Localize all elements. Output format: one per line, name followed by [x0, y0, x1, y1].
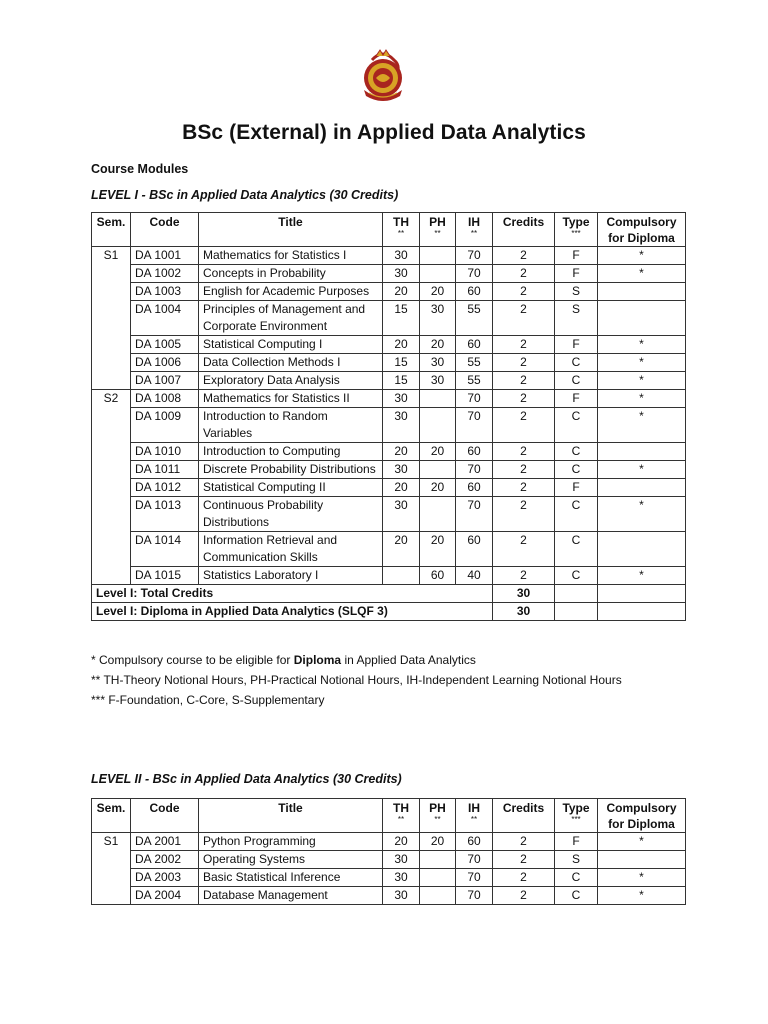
- module-code: DA 1012: [131, 479, 199, 497]
- th-hours: 30: [383, 887, 420, 905]
- module-type: F: [555, 247, 598, 265]
- th-hours: 20: [383, 283, 420, 301]
- ph-hours: [420, 497, 456, 532]
- module-code: DA 2004: [131, 887, 199, 905]
- col-header-compulsory: Compulsory for Diploma: [598, 213, 686, 247]
- diploma-credits-label: Level I: Diploma in Applied Data Analytics (SLQF 3): [92, 603, 493, 621]
- module-credits: 2: [493, 869, 555, 887]
- module-title: Statistical Computing I: [199, 336, 383, 354]
- module-code: DA 1010: [131, 443, 199, 461]
- table-row: [92, 443, 686, 461]
- module-type: C: [555, 532, 598, 567]
- compulsory-mark: *: [598, 497, 686, 532]
- col-header-code: Code: [131, 213, 199, 247]
- col-header-code: Code: [131, 799, 199, 833]
- th-hours: 20: [383, 479, 420, 497]
- module-credits: 2: [493, 301, 555, 336]
- module-credits: 2: [493, 408, 555, 443]
- module-type: F: [555, 479, 598, 497]
- module-title: Introduction to Random Variables: [199, 408, 383, 443]
- module-credits: 2: [493, 532, 555, 567]
- module-title: Database Management: [199, 887, 383, 905]
- compulsory-mark: *: [598, 833, 686, 851]
- ih-hours: 70: [456, 461, 493, 479]
- col-header-credits: Credits: [493, 213, 555, 247]
- compulsory-mark: *: [598, 354, 686, 372]
- compulsory-mark: [598, 851, 686, 869]
- university-crest-logo: [358, 46, 408, 106]
- compulsory-mark: *: [598, 247, 686, 265]
- module-credits: 2: [493, 479, 555, 497]
- th-hours: 15: [383, 301, 420, 336]
- col-header-compulsory: Compulsory for Diploma: [598, 799, 686, 833]
- module-title: Introduction to Computing: [199, 443, 383, 461]
- module-title: Basic Statistical Inference: [199, 869, 383, 887]
- ph-hours: 20: [420, 283, 456, 301]
- footnote-compulsory: * Compulsory course to be eligible for Diploma in Applied Data Analytics: [91, 653, 476, 667]
- ih-hours: 60: [456, 532, 493, 567]
- col-header-sem: Sem.: [92, 213, 131, 247]
- diploma-credits-value: 30: [493, 603, 555, 621]
- table-row: [92, 497, 686, 532]
- compulsory-mark: [598, 479, 686, 497]
- semester-label: S1: [92, 833, 131, 905]
- module-title: Continuous Probability Distributions: [199, 497, 383, 532]
- col-header-type: Type ***: [555, 213, 598, 247]
- th-hours: 20: [383, 833, 420, 851]
- module-code: DA 1002: [131, 265, 199, 283]
- table-row: [92, 372, 686, 390]
- ih-hours: 60: [456, 283, 493, 301]
- module-credits: 2: [493, 265, 555, 283]
- th-hours: 30: [383, 408, 420, 443]
- ih-hours: 55: [456, 354, 493, 372]
- table-row: [92, 247, 686, 265]
- ph-hours: 20: [420, 479, 456, 497]
- th-hours: 15: [383, 354, 420, 372]
- module-type: C: [555, 408, 598, 443]
- ih-hours: 60: [456, 479, 493, 497]
- th-hours: 15: [383, 372, 420, 390]
- module-type: C: [555, 372, 598, 390]
- module-code: DA 2003: [131, 869, 199, 887]
- module-code: DA 1011: [131, 461, 199, 479]
- module-title: Data Collection Methods I: [199, 354, 383, 372]
- module-title: Mathematics for Statistics I: [199, 247, 383, 265]
- compulsory-mark: *: [598, 567, 686, 585]
- module-title: Concepts in Probability: [199, 265, 383, 283]
- compulsory-mark: *: [598, 887, 686, 905]
- module-title: Discrete Probability Distributions: [199, 461, 383, 479]
- th-hours: 30: [383, 390, 420, 408]
- compulsory-mark: [598, 532, 686, 567]
- table-row: [92, 532, 686, 567]
- table-row: [92, 479, 686, 497]
- ph-hours: 30: [420, 354, 456, 372]
- total-credits-value: 30: [493, 585, 555, 603]
- table-row: [92, 461, 686, 479]
- module-title: Operating Systems: [199, 851, 383, 869]
- ph-hours: [420, 887, 456, 905]
- compulsory-mark: *: [598, 390, 686, 408]
- col-header-ih: IH **: [456, 799, 493, 833]
- module-code: DA 1015: [131, 567, 199, 585]
- module-title: Information Retrieval and Communication Skills: [199, 532, 383, 567]
- module-title: Statistical Computing II: [199, 479, 383, 497]
- module-credits: 2: [493, 567, 555, 585]
- ph-hours: [420, 247, 456, 265]
- ph-hours: 30: [420, 301, 456, 336]
- compulsory-mark: *: [598, 461, 686, 479]
- ih-hours: 70: [456, 497, 493, 532]
- module-credits: 2: [493, 336, 555, 354]
- module-code: DA 1013: [131, 497, 199, 532]
- col-header-sem: Sem.: [92, 799, 131, 833]
- ph-hours: 20: [420, 336, 456, 354]
- ih-hours: 70: [456, 247, 493, 265]
- compulsory-mark: [598, 301, 686, 336]
- table-row: [92, 408, 686, 443]
- module-code: DA 1007: [131, 372, 199, 390]
- module-code: DA 1009: [131, 408, 199, 443]
- module-type: S: [555, 301, 598, 336]
- th-hours: 30: [383, 265, 420, 283]
- module-type: C: [555, 443, 598, 461]
- module-code: DA 1006: [131, 354, 199, 372]
- module-type: S: [555, 283, 598, 301]
- level1-heading: LEVEL I - BSc in Applied Data Analytics (30 Credits): [91, 188, 399, 202]
- level2-module-table: [91, 798, 686, 905]
- module-code: DA 1001: [131, 247, 199, 265]
- col-header-ih: IH **: [456, 213, 493, 247]
- module-type: C: [555, 461, 598, 479]
- course-modules-heading: Course Modules: [91, 162, 189, 176]
- module-type: F: [555, 336, 598, 354]
- module-code: DA 2002: [131, 851, 199, 869]
- module-type: C: [555, 887, 598, 905]
- footnotes: [91, 650, 622, 710]
- table-row: [92, 301, 686, 336]
- table-row: [92, 336, 686, 354]
- col-header-title: Title: [199, 799, 383, 833]
- table-row: [92, 390, 686, 408]
- compulsory-mark: *: [598, 408, 686, 443]
- col-header-th: TH **: [383, 213, 420, 247]
- table-row: [92, 283, 686, 301]
- th-hours: 20: [383, 532, 420, 567]
- table-row: [92, 851, 686, 869]
- th-hours: 20: [383, 443, 420, 461]
- ph-hours: [420, 869, 456, 887]
- col-header-title: Title: [199, 213, 383, 247]
- ph-hours: [420, 390, 456, 408]
- module-type: F: [555, 833, 598, 851]
- th-hours: 20: [383, 336, 420, 354]
- ih-hours: 60: [456, 833, 493, 851]
- module-type: C: [555, 567, 598, 585]
- compulsory-mark: *: [598, 336, 686, 354]
- module-credits: 2: [493, 887, 555, 905]
- ph-hours: [420, 265, 456, 283]
- module-code: DA 1008: [131, 390, 199, 408]
- module-type: C: [555, 869, 598, 887]
- ih-hours: 70: [456, 408, 493, 443]
- module-type: C: [555, 497, 598, 532]
- module-code: DA 1005: [131, 336, 199, 354]
- ih-hours: 70: [456, 851, 493, 869]
- th-hours: 30: [383, 851, 420, 869]
- ph-hours: 20: [420, 443, 456, 461]
- module-code: DA 1003: [131, 283, 199, 301]
- table-row: [92, 887, 686, 905]
- module-credits: 2: [493, 851, 555, 869]
- module-title: English for Academic Purposes: [199, 283, 383, 301]
- th-hours: 30: [383, 461, 420, 479]
- module-code: DA 2001: [131, 833, 199, 851]
- ih-hours: 60: [456, 443, 493, 461]
- footnote-types: *** F-Foundation, C-Core, S-Supplementary: [91, 693, 325, 707]
- footnote-hours: ** TH-Theory Notional Hours, PH-Practical Notional Hours, IH-Independent Learning Notional Hours: [91, 673, 622, 687]
- semester-label: S2: [92, 390, 131, 585]
- module-credits: 2: [493, 354, 555, 372]
- th-hours: 30: [383, 247, 420, 265]
- module-credits: 2: [493, 247, 555, 265]
- module-title: Principles of Management and Corporate Environment: [199, 301, 383, 336]
- level2-heading: LEVEL II - BSc in Applied Data Analytics (30 Credits): [91, 772, 402, 786]
- ph-hours: [420, 408, 456, 443]
- ih-hours: 70: [456, 265, 493, 283]
- ih-hours: 70: [456, 869, 493, 887]
- col-header-ph: PH **: [420, 799, 456, 833]
- module-type: F: [555, 265, 598, 283]
- module-credits: 2: [493, 833, 555, 851]
- table-row: [92, 265, 686, 283]
- col-header-credits: Credits: [493, 799, 555, 833]
- ph-hours: 60: [420, 567, 456, 585]
- compulsory-mark: [598, 443, 686, 461]
- compulsory-mark: *: [598, 372, 686, 390]
- compulsory-mark: *: [598, 869, 686, 887]
- module-title: Exploratory Data Analysis: [199, 372, 383, 390]
- module-type: S: [555, 851, 598, 869]
- module-code: DA 1014: [131, 532, 199, 567]
- ih-hours: 70: [456, 887, 493, 905]
- compulsory-mark: [598, 283, 686, 301]
- module-title: Mathematics for Statistics II: [199, 390, 383, 408]
- table-row: [92, 354, 686, 372]
- th-hours: [383, 567, 420, 585]
- th-hours: 30: [383, 869, 420, 887]
- th-hours: 30: [383, 497, 420, 532]
- ih-hours: 55: [456, 372, 493, 390]
- ih-hours: 60: [456, 336, 493, 354]
- ih-hours: 55: [456, 301, 493, 336]
- semester-label: S1: [92, 247, 131, 390]
- ph-hours: 20: [420, 532, 456, 567]
- total-credits-label: Level I: Total Credits: [92, 585, 493, 603]
- col-header-th: TH **: [383, 799, 420, 833]
- module-credits: 2: [493, 443, 555, 461]
- module-credits: 2: [493, 390, 555, 408]
- compulsory-mark: *: [598, 265, 686, 283]
- module-credits: 2: [493, 461, 555, 479]
- module-type: F: [555, 390, 598, 408]
- table-row: [92, 869, 686, 887]
- module-credits: 2: [493, 283, 555, 301]
- table-row: [92, 567, 686, 585]
- module-credits: 2: [493, 497, 555, 532]
- table-row: [92, 833, 686, 851]
- col-header-ph: PH **: [420, 213, 456, 247]
- ph-hours: [420, 461, 456, 479]
- ph-hours: 20: [420, 833, 456, 851]
- level1-module-table: [91, 212, 686, 621]
- module-title: Statistics Laboratory I: [199, 567, 383, 585]
- module-credits: 2: [493, 372, 555, 390]
- ph-hours: 30: [420, 372, 456, 390]
- module-code: DA 1004: [131, 301, 199, 336]
- module-title: Python Programming: [199, 833, 383, 851]
- page-title: BSc (External) in Applied Data Analytics: [182, 121, 586, 144]
- module-type: C: [555, 354, 598, 372]
- col-header-type: Type ***: [555, 799, 598, 833]
- ph-hours: [420, 851, 456, 869]
- ih-hours: 70: [456, 390, 493, 408]
- ih-hours: 40: [456, 567, 493, 585]
